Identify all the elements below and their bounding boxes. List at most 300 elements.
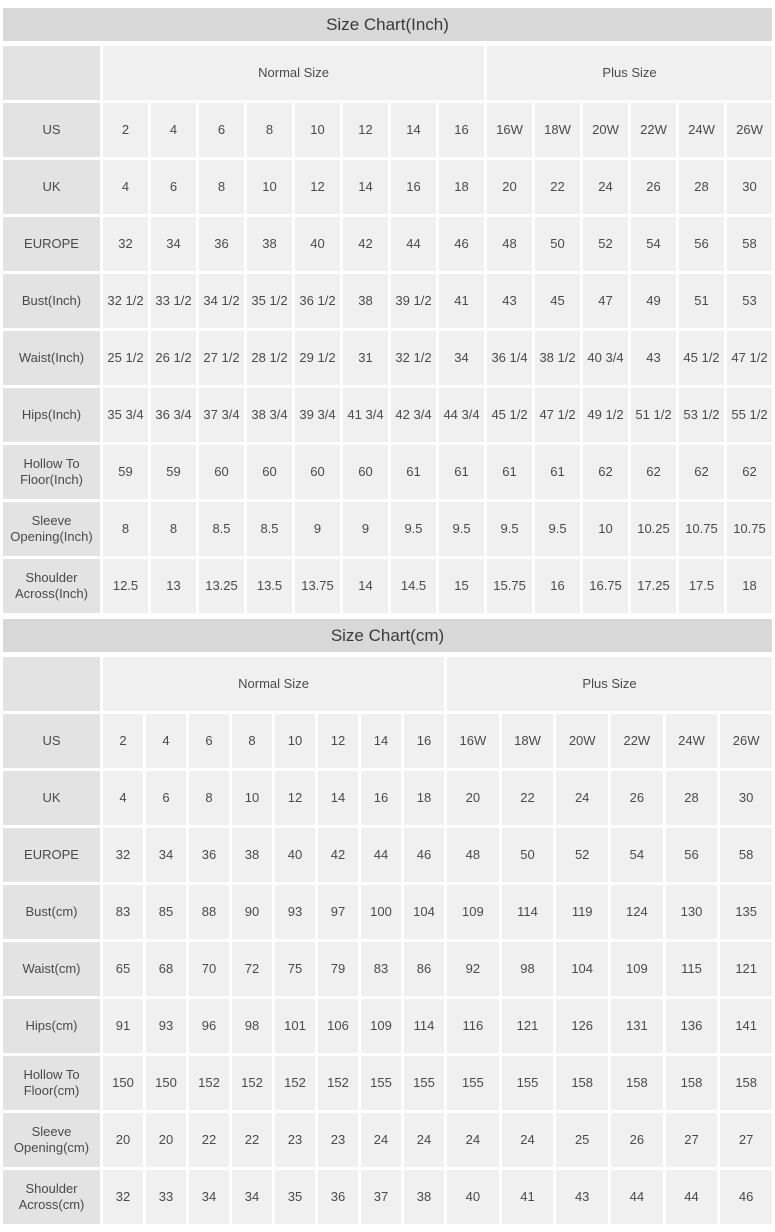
- group-header-row: [3, 657, 772, 711]
- data-cell: 38 3/4: [247, 388, 292, 442]
- data-cell: 44: [611, 1170, 663, 1224]
- data-cell: 32 1/2: [391, 331, 436, 385]
- data-cell: 16: [535, 559, 580, 613]
- data-cell: 12: [275, 771, 315, 825]
- data-cell: 20: [103, 1113, 143, 1167]
- data-cell: 42: [318, 828, 358, 882]
- size-chart-cm-title: Size Chart(cm): [3, 619, 772, 652]
- data-cell: 12.5: [103, 559, 148, 613]
- data-cell: 10.75: [679, 502, 724, 556]
- data-cell: 136: [666, 999, 718, 1053]
- data-cell: 96: [189, 999, 229, 1053]
- data-cell: 45: [535, 274, 580, 328]
- data-cell: 40: [275, 828, 315, 882]
- data-cell: 98: [232, 999, 272, 1053]
- group-header-normal-size: Normal Size: [103, 46, 484, 100]
- data-cell: 16W: [447, 714, 499, 768]
- data-cell: 14: [361, 714, 401, 768]
- data-cell: 49: [631, 274, 676, 328]
- data-cell: 18: [439, 160, 484, 214]
- data-cell: 51: [679, 274, 724, 328]
- data-cell: 10: [295, 103, 340, 157]
- data-cell: 24: [502, 1113, 554, 1167]
- data-cell: 38: [232, 828, 272, 882]
- data-cell: 24: [404, 1113, 444, 1167]
- data-cell: 16.75: [583, 559, 628, 613]
- data-cell: 10.25: [631, 502, 676, 556]
- size-chart-cm-section: [3, 619, 772, 1227]
- data-cell: 26W: [727, 103, 772, 157]
- data-cell: 9.5: [487, 502, 532, 556]
- data-cell: 60: [199, 445, 244, 499]
- table-row: [3, 828, 772, 882]
- data-cell: 158: [611, 1056, 663, 1110]
- data-cell: 56: [679, 217, 724, 271]
- data-cell: 68: [146, 942, 186, 996]
- data-cell: 41 3/4: [343, 388, 388, 442]
- data-cell: 22: [502, 771, 554, 825]
- data-cell: 152: [275, 1056, 315, 1110]
- table-row: [3, 160, 772, 214]
- data-cell: 70: [189, 942, 229, 996]
- data-cell: 141: [720, 999, 772, 1053]
- data-cell: 48: [487, 217, 532, 271]
- data-cell: 115: [666, 942, 718, 996]
- data-cell: 158: [666, 1056, 718, 1110]
- size-chart-inch-title: Size Chart(Inch): [3, 8, 772, 41]
- data-cell: 26: [611, 1113, 663, 1167]
- row-label-cell: UK: [3, 160, 100, 214]
- data-cell: 4: [103, 160, 148, 214]
- data-cell: 60: [247, 445, 292, 499]
- data-cell: 9.5: [439, 502, 484, 556]
- data-cell: 6: [151, 160, 196, 214]
- data-cell: 33: [146, 1170, 186, 1224]
- data-cell: 62: [583, 445, 628, 499]
- data-cell: 20: [487, 160, 532, 214]
- data-cell: 79: [318, 942, 358, 996]
- table-row: [3, 274, 772, 328]
- data-cell: 37 3/4: [199, 388, 244, 442]
- table-row: [3, 217, 772, 271]
- data-cell: 47: [583, 274, 628, 328]
- size-chart-inch-section: [3, 8, 772, 616]
- data-cell: 54: [631, 217, 676, 271]
- data-cell: 36 1/2: [295, 274, 340, 328]
- data-cell: 150: [103, 1056, 143, 1110]
- data-cell: 62: [631, 445, 676, 499]
- data-cell: 100: [361, 885, 401, 939]
- data-cell: 2: [103, 714, 143, 768]
- data-cell: 42 3/4: [391, 388, 436, 442]
- table-row: [3, 103, 772, 157]
- data-cell: 42: [343, 217, 388, 271]
- data-cell: 34: [189, 1170, 229, 1224]
- data-cell: 12: [295, 160, 340, 214]
- table-row: [3, 1056, 772, 1110]
- data-cell: 61: [391, 445, 436, 499]
- data-cell: 88: [189, 885, 229, 939]
- data-cell: 36 1/4: [487, 331, 532, 385]
- data-cell: 85: [146, 885, 186, 939]
- table-row: [3, 714, 772, 768]
- data-cell: 10.75: [727, 502, 772, 556]
- data-cell: 34: [232, 1170, 272, 1224]
- data-cell: 8.5: [199, 502, 244, 556]
- data-cell: 20: [146, 1113, 186, 1167]
- data-cell: 9.5: [535, 502, 580, 556]
- data-cell: 44 3/4: [439, 388, 484, 442]
- data-cell: 8: [199, 160, 244, 214]
- data-cell: 32: [103, 1170, 143, 1224]
- data-cell: 10: [583, 502, 628, 556]
- row-label-cell: Sleeve Opening(cm): [3, 1113, 100, 1167]
- data-cell: 43: [487, 274, 532, 328]
- data-cell: 150: [146, 1056, 186, 1110]
- data-cell: 114: [404, 999, 444, 1053]
- data-cell: 43: [556, 1170, 608, 1224]
- data-cell: 28: [679, 160, 724, 214]
- data-cell: 23: [318, 1113, 358, 1167]
- row-label-cell: Hips(Inch): [3, 388, 100, 442]
- data-cell: 61: [487, 445, 532, 499]
- data-cell: 4: [146, 714, 186, 768]
- data-cell: 9: [343, 502, 388, 556]
- data-cell: 26 1/2: [151, 331, 196, 385]
- data-cell: 155: [404, 1056, 444, 1110]
- data-cell: 14: [318, 771, 358, 825]
- data-cell: 41: [502, 1170, 554, 1224]
- row-label-cell: Hollow To Floor(Inch): [3, 445, 100, 499]
- data-cell: 18: [404, 771, 444, 825]
- data-cell: 15: [439, 559, 484, 613]
- data-cell: 13.25: [199, 559, 244, 613]
- data-cell: 9.5: [391, 502, 436, 556]
- data-cell: 16: [404, 714, 444, 768]
- data-cell: 152: [189, 1056, 229, 1110]
- row-label-cell: Shoulder Across(Inch): [3, 559, 100, 613]
- data-cell: 8: [151, 502, 196, 556]
- data-cell: 24: [447, 1113, 499, 1167]
- data-cell: 16W: [487, 103, 532, 157]
- data-cell: 135: [720, 885, 772, 939]
- data-cell: 8: [247, 103, 292, 157]
- data-cell: 44: [361, 828, 401, 882]
- data-cell: 39 1/2: [391, 274, 436, 328]
- data-cell: 51 1/2: [631, 388, 676, 442]
- data-cell: 101: [275, 999, 315, 1053]
- data-cell: 121: [502, 999, 554, 1053]
- data-cell: 13.5: [247, 559, 292, 613]
- data-cell: 48: [447, 828, 499, 882]
- data-cell: 13.75: [295, 559, 340, 613]
- data-cell: 4: [151, 103, 196, 157]
- corner-cell: [3, 657, 100, 711]
- data-cell: 49 1/2: [583, 388, 628, 442]
- data-cell: 131: [611, 999, 663, 1053]
- data-cell: 50: [502, 828, 554, 882]
- data-cell: 114: [502, 885, 554, 939]
- row-label-cell: Waist(Inch): [3, 331, 100, 385]
- data-cell: 18: [727, 559, 772, 613]
- data-cell: 8: [103, 502, 148, 556]
- data-cell: 155: [502, 1056, 554, 1110]
- data-cell: 9: [295, 502, 340, 556]
- data-cell: 40: [447, 1170, 499, 1224]
- data-cell: 58: [727, 217, 772, 271]
- data-cell: 17.25: [631, 559, 676, 613]
- data-cell: 83: [103, 885, 143, 939]
- data-cell: 60: [295, 445, 340, 499]
- data-cell: 92: [447, 942, 499, 996]
- data-cell: 37: [361, 1170, 401, 1224]
- data-cell: 119: [556, 885, 608, 939]
- row-label-cell: US: [3, 714, 100, 768]
- data-cell: 36: [318, 1170, 358, 1224]
- table-row: [3, 999, 772, 1053]
- row-label-cell: Waist(cm): [3, 942, 100, 996]
- table-row: [3, 559, 772, 613]
- data-cell: 28: [666, 771, 718, 825]
- group-header-normal-size: Normal Size: [103, 657, 444, 711]
- data-cell: 2: [103, 103, 148, 157]
- group-header-row: [3, 46, 772, 100]
- data-cell: 72: [232, 942, 272, 996]
- data-cell: 32 1/2: [103, 274, 148, 328]
- data-cell: 53: [727, 274, 772, 328]
- data-cell: 8.5: [247, 502, 292, 556]
- data-cell: 16: [361, 771, 401, 825]
- data-cell: 28 1/2: [247, 331, 292, 385]
- row-label-cell: Bust(Inch): [3, 274, 100, 328]
- data-cell: 34: [151, 217, 196, 271]
- data-cell: 6: [199, 103, 244, 157]
- data-cell: 27: [666, 1113, 718, 1167]
- data-cell: 52: [556, 828, 608, 882]
- data-cell: 33 1/2: [151, 274, 196, 328]
- data-cell: 29 1/2: [295, 331, 340, 385]
- row-label-cell: Hollow To Floor(cm): [3, 1056, 100, 1110]
- data-cell: 38 1/2: [535, 331, 580, 385]
- data-cell: 35 3/4: [103, 388, 148, 442]
- data-cell: 59: [151, 445, 196, 499]
- data-cell: 35: [275, 1170, 315, 1224]
- data-cell: 6: [189, 714, 229, 768]
- data-cell: 62: [727, 445, 772, 499]
- table-row: [3, 331, 772, 385]
- size-chart-cm-table: [0, 654, 775, 1227]
- data-cell: 98: [502, 942, 554, 996]
- data-cell: 31: [343, 331, 388, 385]
- data-cell: 86: [404, 942, 444, 996]
- data-cell: 56: [666, 828, 718, 882]
- corner-cell: [3, 46, 100, 100]
- data-cell: 39 3/4: [295, 388, 340, 442]
- group-header-plus-size: Plus Size: [487, 46, 772, 100]
- data-cell: 93: [146, 999, 186, 1053]
- data-cell: 26W: [720, 714, 772, 768]
- data-cell: 20: [447, 771, 499, 825]
- data-cell: 20W: [583, 103, 628, 157]
- data-cell: 61: [439, 445, 484, 499]
- data-cell: 65: [103, 942, 143, 996]
- data-cell: 24: [556, 771, 608, 825]
- data-cell: 109: [611, 942, 663, 996]
- data-cell: 97: [318, 885, 358, 939]
- data-cell: 17.5: [679, 559, 724, 613]
- data-cell: 50: [535, 217, 580, 271]
- data-cell: 58: [720, 828, 772, 882]
- data-cell: 43: [631, 331, 676, 385]
- data-cell: 83: [361, 942, 401, 996]
- data-cell: 40: [295, 217, 340, 271]
- data-cell: 62: [679, 445, 724, 499]
- data-cell: 8: [189, 771, 229, 825]
- data-cell: 4: [103, 771, 143, 825]
- data-cell: 158: [720, 1056, 772, 1110]
- data-cell: 25 1/2: [103, 331, 148, 385]
- data-cell: 10: [247, 160, 292, 214]
- data-cell: 40 3/4: [583, 331, 628, 385]
- data-cell: 155: [447, 1056, 499, 1110]
- data-cell: 104: [404, 885, 444, 939]
- data-cell: 41: [439, 274, 484, 328]
- row-label-cell: Bust(cm): [3, 885, 100, 939]
- table-row: [3, 885, 772, 939]
- data-cell: 47 1/2: [535, 388, 580, 442]
- data-cell: 26: [631, 160, 676, 214]
- table-row: [3, 388, 772, 442]
- row-label-cell: EUROPE: [3, 828, 100, 882]
- table-row: [3, 445, 772, 499]
- data-cell: 36 3/4: [151, 388, 196, 442]
- data-cell: 38: [247, 217, 292, 271]
- data-cell: 106: [318, 999, 358, 1053]
- data-cell: 22W: [611, 714, 663, 768]
- data-cell: 22: [535, 160, 580, 214]
- data-cell: 36: [199, 217, 244, 271]
- data-cell: 26: [611, 771, 663, 825]
- data-cell: 25: [556, 1113, 608, 1167]
- data-cell: 16: [391, 160, 436, 214]
- data-cell: 90: [232, 885, 272, 939]
- row-label-cell: EUROPE: [3, 217, 100, 271]
- data-cell: 36: [189, 828, 229, 882]
- data-cell: 34: [439, 331, 484, 385]
- data-cell: 93: [275, 885, 315, 939]
- data-cell: 27: [720, 1113, 772, 1167]
- table-row: [3, 942, 772, 996]
- data-cell: 12: [318, 714, 358, 768]
- data-cell: 44: [666, 1170, 718, 1224]
- data-cell: 46: [439, 217, 484, 271]
- data-cell: 47 1/2: [727, 331, 772, 385]
- data-cell: 24W: [679, 103, 724, 157]
- data-cell: 60: [343, 445, 388, 499]
- data-cell: 34: [146, 828, 186, 882]
- data-cell: 8: [232, 714, 272, 768]
- data-cell: 10: [232, 771, 272, 825]
- data-cell: 38: [404, 1170, 444, 1224]
- row-label-cell: Hips(cm): [3, 999, 100, 1053]
- data-cell: 22: [232, 1113, 272, 1167]
- data-cell: 45 1/2: [487, 388, 532, 442]
- data-cell: 55 1/2: [727, 388, 772, 442]
- data-cell: 10: [275, 714, 315, 768]
- data-cell: 32: [103, 217, 148, 271]
- size-chart-inch-table: [0, 43, 775, 616]
- data-cell: 15.75: [487, 559, 532, 613]
- row-label-cell: US: [3, 103, 100, 157]
- data-cell: 23: [275, 1113, 315, 1167]
- data-cell: 13: [151, 559, 196, 613]
- table-row: [3, 1113, 772, 1167]
- group-header-plus-size: Plus Size: [447, 657, 772, 711]
- data-cell: 61: [535, 445, 580, 499]
- data-cell: 20W: [556, 714, 608, 768]
- data-cell: 109: [361, 999, 401, 1053]
- data-cell: 104: [556, 942, 608, 996]
- table-row: [3, 771, 772, 825]
- data-cell: 59: [103, 445, 148, 499]
- data-cell: 75: [275, 942, 315, 996]
- data-cell: 155: [361, 1056, 401, 1110]
- data-cell: 130: [666, 885, 718, 939]
- data-cell: 30: [720, 771, 772, 825]
- data-cell: 14: [343, 160, 388, 214]
- data-cell: 30: [727, 160, 772, 214]
- row-label-cell: Shoulder Across(cm): [3, 1170, 100, 1224]
- table-row: [3, 1170, 772, 1224]
- data-cell: 27 1/2: [199, 331, 244, 385]
- data-cell: 22: [189, 1113, 229, 1167]
- data-cell: 14.5: [391, 559, 436, 613]
- data-cell: 152: [232, 1056, 272, 1110]
- data-cell: 46: [720, 1170, 772, 1224]
- data-cell: 32: [103, 828, 143, 882]
- data-cell: 14: [391, 103, 436, 157]
- data-cell: 121: [720, 942, 772, 996]
- data-cell: 45 1/2: [679, 331, 724, 385]
- data-cell: 152: [318, 1056, 358, 1110]
- data-cell: 124: [611, 885, 663, 939]
- data-cell: 12: [343, 103, 388, 157]
- data-cell: 14: [343, 559, 388, 613]
- data-cell: 116: [447, 999, 499, 1053]
- data-cell: 22W: [631, 103, 676, 157]
- data-cell: 109: [447, 885, 499, 939]
- row-label-cell: UK: [3, 771, 100, 825]
- data-cell: 126: [556, 999, 608, 1053]
- data-cell: 91: [103, 999, 143, 1053]
- data-cell: 46: [404, 828, 444, 882]
- data-cell: 44: [391, 217, 436, 271]
- data-cell: 6: [146, 771, 186, 825]
- data-cell: 18W: [502, 714, 554, 768]
- data-cell: 18W: [535, 103, 580, 157]
- row-label-cell: Sleeve Opening(Inch): [3, 502, 100, 556]
- data-cell: 38: [343, 274, 388, 328]
- data-cell: 24: [583, 160, 628, 214]
- data-cell: 158: [556, 1056, 608, 1110]
- data-cell: 34 1/2: [199, 274, 244, 328]
- data-cell: 16: [439, 103, 484, 157]
- table-row: [3, 502, 772, 556]
- data-cell: 52: [583, 217, 628, 271]
- data-cell: 35 1/2: [247, 274, 292, 328]
- data-cell: 24W: [666, 714, 718, 768]
- data-cell: 24: [361, 1113, 401, 1167]
